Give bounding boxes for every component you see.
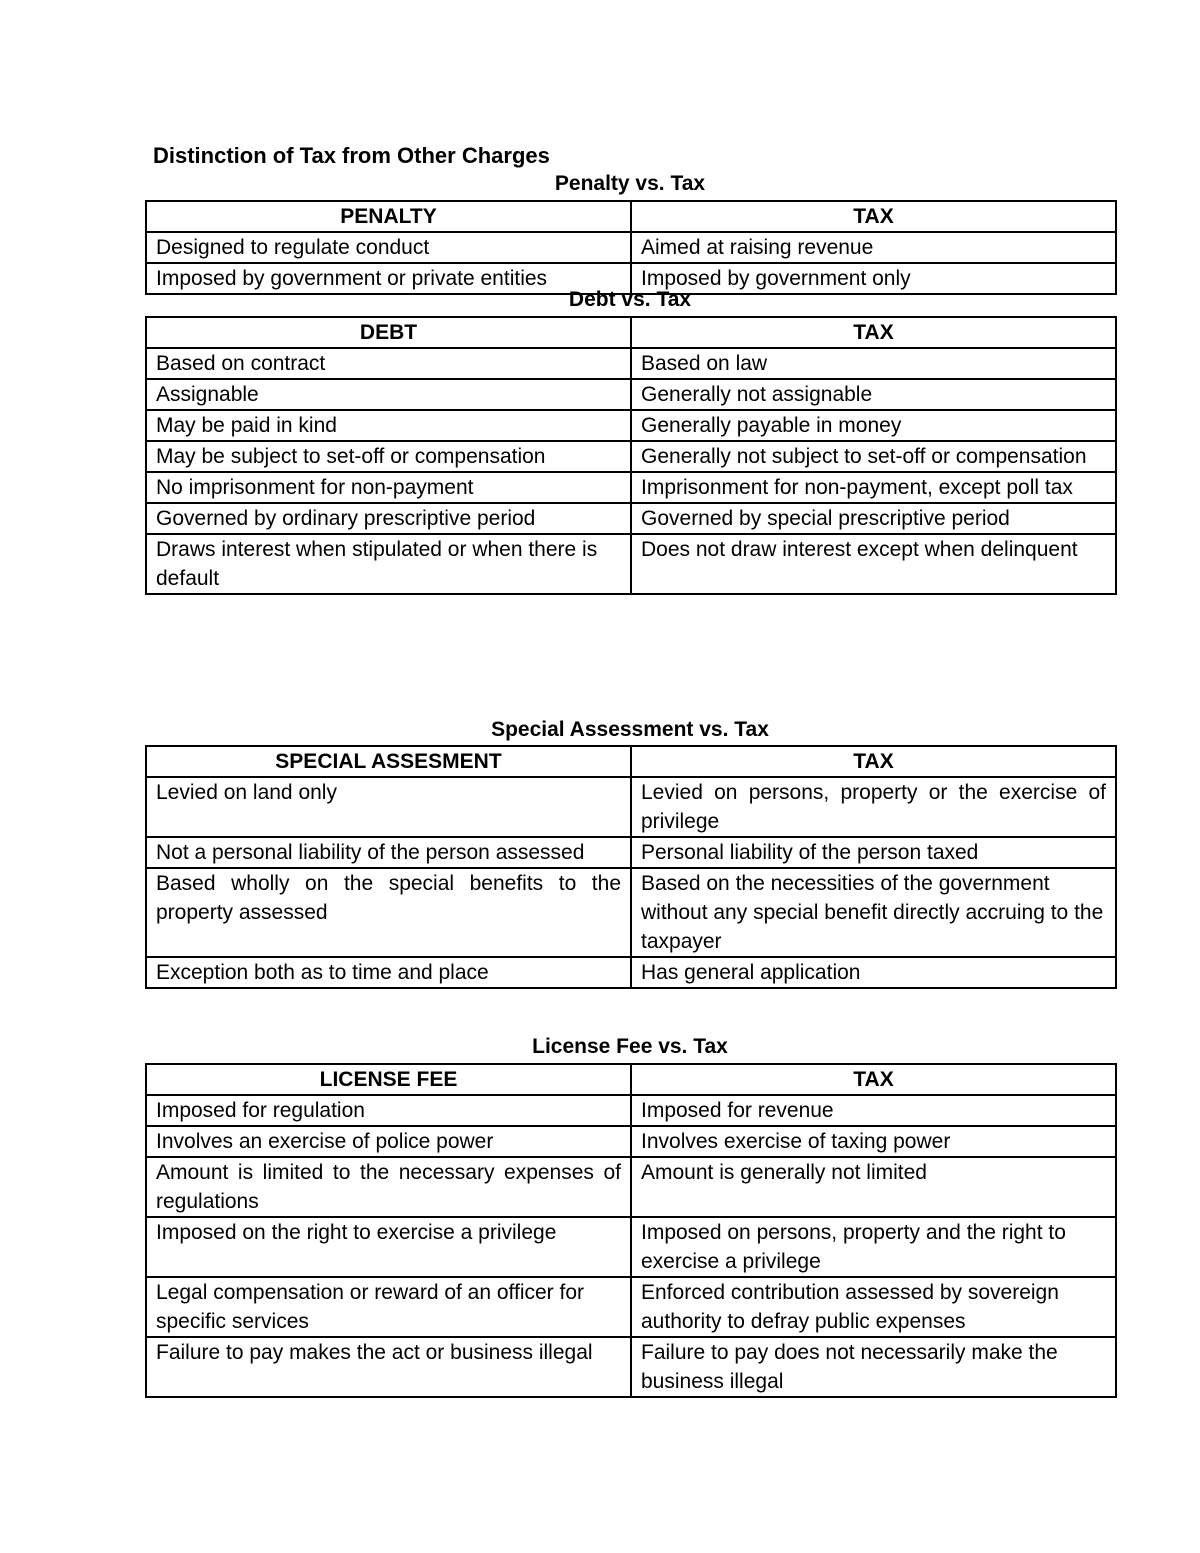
table-row [146, 232, 1116, 263]
table-row [146, 441, 1116, 472]
table-penalty-vs-tax [145, 200, 1117, 295]
table-cell: Governed by ordinary prescriptive period [146, 503, 631, 534]
table-cell: Assignable [146, 379, 631, 410]
table-header-row [146, 1064, 1116, 1095]
table-cell: Amount is limited to the necessary expenses of regulations [146, 1157, 631, 1217]
table-row [146, 1337, 1116, 1397]
table-row [146, 1217, 1116, 1277]
table-cell: Governed by special prescriptive period [631, 503, 1116, 534]
column-header: PENALTY [146, 201, 631, 232]
table-row [146, 534, 1116, 594]
table-cell: Amount is generally not limited [631, 1157, 1116, 1217]
column-header: TAX [631, 746, 1116, 777]
column-header: SPECIAL ASSESMENT [146, 746, 631, 777]
table-cell: Failure to pay makes the act or business illegal [146, 1337, 631, 1397]
table-cell: Generally not assignable [631, 379, 1116, 410]
section-title-debt: Debt vs. Tax [568, 288, 692, 311]
table-cell: Draws interest when stipulated or when there is default [146, 534, 631, 594]
section-title-license-fee: License Fee vs. Tax [532, 1035, 728, 1058]
table-cell: Generally payable in money [631, 410, 1116, 441]
table-debt-vs-tax [145, 316, 1117, 595]
table-license-fee-vs-tax [145, 1063, 1117, 1398]
section-title-special-assessment: Special Assessment vs. Tax [491, 718, 769, 741]
table-header-row [146, 746, 1116, 777]
table-cell: May be paid in kind [146, 410, 631, 441]
section-title-penalty: Penalty vs. Tax [554, 172, 706, 195]
table-cell: Imposed for regulation [146, 1095, 631, 1126]
table-row [146, 837, 1116, 868]
table-row [146, 1157, 1116, 1217]
table-cell: Based wholly on the special benefits to the property assessed [146, 868, 631, 957]
table-special-assessment-vs-tax [145, 745, 1117, 989]
table-cell: Personal liability of the person taxed [631, 837, 1116, 868]
table-cell: Imposed on persons, property and the right to exercise a privilege [631, 1217, 1116, 1277]
table-cell: May be subject to set-off or compensation [146, 441, 631, 472]
table-cell: Not a personal liability of the person assessed [146, 837, 631, 868]
table-cell: Imprisonment for non-payment, except poll tax [631, 472, 1116, 503]
table-header-row [146, 201, 1116, 232]
table-row [146, 472, 1116, 503]
table-row [146, 868, 1116, 957]
table-row [146, 379, 1116, 410]
table-cell: Has general application [631, 957, 1116, 988]
table-cell: Enforced contribution assessed by sovereign authority to defray public expenses [631, 1277, 1116, 1337]
table-cell: Designed to regulate conduct [146, 232, 631, 263]
table-cell: Involves exercise of taxing power [631, 1126, 1116, 1157]
table-row [146, 503, 1116, 534]
table-row [146, 777, 1116, 837]
table-cell: Imposed on the right to exercise a privilege [146, 1217, 631, 1277]
table-row [146, 1277, 1116, 1337]
table-row [146, 410, 1116, 441]
document-title: Distinction of Tax from Other Charges [153, 143, 550, 168]
table-cell: Does not draw interest except when delinquent [631, 534, 1116, 594]
table-cell: Aimed at raising revenue [631, 232, 1116, 263]
column-header: TAX [631, 201, 1116, 232]
table-cell: Generally not subject to set-off or compensation [631, 441, 1116, 472]
table-row [146, 1095, 1116, 1126]
column-header: TAX [631, 1064, 1116, 1095]
table-row [146, 348, 1116, 379]
table-cell: Legal compensation or reward of an officer for specific services [146, 1277, 631, 1337]
table-cell: Based on the necessities of the government without any special benefit directly accruing to the taxpayer [631, 868, 1116, 957]
table-row [146, 957, 1116, 988]
column-header: LICENSE FEE [146, 1064, 631, 1095]
table-cell: No imprisonment for non-payment [146, 472, 631, 503]
table-cell: Based on contract [146, 348, 631, 379]
table-cell: Imposed for revenue [631, 1095, 1116, 1126]
table-header-row [146, 317, 1116, 348]
table-cell: Levied on land only [146, 777, 631, 837]
table-cell: Involves an exercise of police power [146, 1126, 631, 1157]
table-cell: Levied on persons, property or the exercise of privilege [631, 777, 1116, 837]
table-cell: Imposed by government or private entities [146, 263, 631, 294]
table-cell: Based on law [631, 348, 1116, 379]
table-cell: Exception both as to time and place [146, 957, 631, 988]
column-header: DEBT [146, 317, 631, 348]
table-cell: Imposed by government only [631, 263, 1116, 294]
table-cell: Failure to pay does not necessarily make the business illegal [631, 1337, 1116, 1397]
table-row [146, 1126, 1116, 1157]
column-header: TAX [631, 317, 1116, 348]
